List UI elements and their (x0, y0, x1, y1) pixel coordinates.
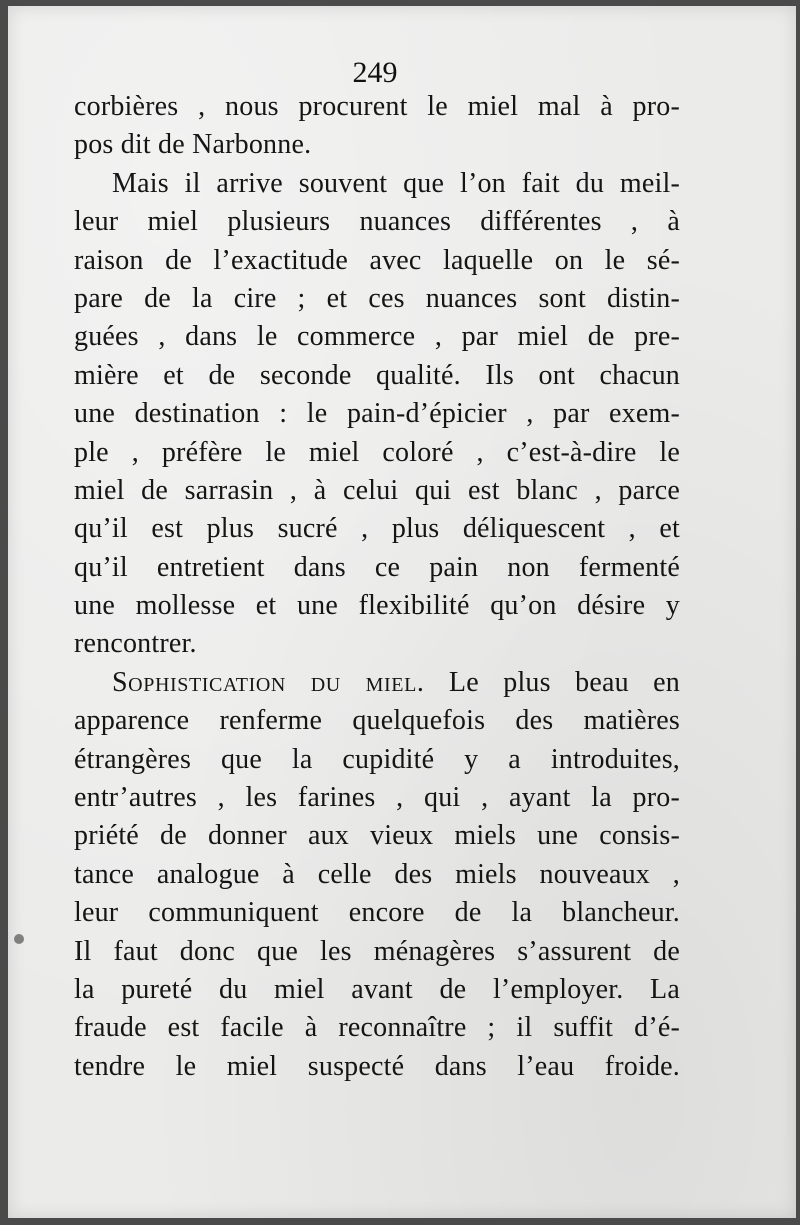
body-text (74, 88, 680, 1086)
text-line: leur communiquent encore de la blancheur. (74, 897, 680, 929)
text-line: Mais il arrive souvent que l’on fait du meil- (112, 167, 680, 199)
text-line: une destination : le pain-d’épicier , par exem- (74, 398, 680, 430)
text-line: entr’autres , les farines , qui , ayant la pro- (74, 782, 680, 814)
text-line: corbières , nous procurent le miel mal à pro- (74, 91, 680, 122)
text-line: guées , dans le commerce , par miel de pre- (74, 321, 680, 353)
text-line: étrangères que la cupidité y a introduites, (74, 743, 680, 775)
ink-smudge (14, 934, 24, 944)
text-line: une mollesse et une flexibilité qu’on désire y (74, 590, 680, 622)
text-line: fraude est facile à reconnaître ; il suffit d’é- (74, 1012, 680, 1044)
text-line: raison de l’exactitude avec laquelle on le sé- (74, 244, 680, 276)
text-line: mière et de seconde qualité. Ils ont chacun (74, 359, 680, 391)
text-line: qu’il est plus sucré , plus déliquescent , et (74, 513, 680, 545)
text-line: rencontrer. (74, 628, 197, 660)
text-line: apparence renferme quelquefois des matières (74, 705, 680, 737)
text-line-rest: Le plus beau en (424, 666, 680, 698)
book-page (8, 6, 796, 1218)
text-line: leur miel plusieurs nuances différentes , à (74, 206, 680, 238)
text-line: pare de la cire ; et ces nuances sont distin- (74, 282, 680, 314)
text-line: priété de donner aux vieux miels une consis- (74, 820, 680, 852)
text-line: tance analogue à celle des miels nouveaux , (74, 858, 680, 890)
section-heading: Sophistication du miel. (112, 666, 425, 698)
text-line: pos dit de Narbonne. (74, 129, 312, 161)
text-line: qu’il entretient dans ce pain non fermenté (74, 551, 680, 583)
text-line: miel de sarrasin , à celui qui est blanc , parce (74, 474, 680, 506)
text-line: ple , préfère le miel coloré , c’est-à-dire le (74, 436, 680, 468)
text-line (74, 664, 680, 702)
text-line: tendre le miel suspecté dans l’eau froide. (74, 1050, 680, 1082)
page-number: 249 (352, 56, 398, 89)
text-line: Il faut donc que les ménagères s’assurent de (74, 935, 680, 967)
text-line: la pureté du miel avant de l’employer. La (74, 973, 680, 1005)
